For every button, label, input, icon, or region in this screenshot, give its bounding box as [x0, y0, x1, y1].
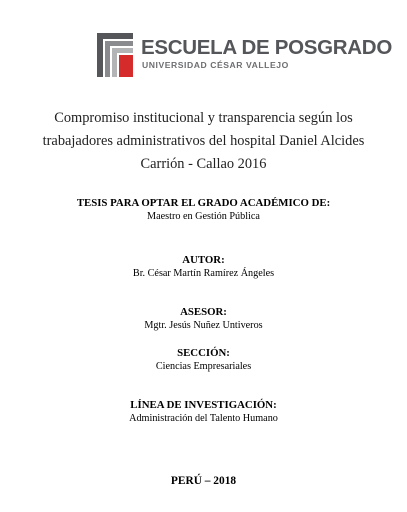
ucv-shield-logo-icon	[97, 33, 133, 77]
place-year: PERÚ – 2018	[170, 475, 237, 487]
thesis-title	[40, 107, 367, 176]
advisor-value: Mgtr. Jesús Nuñez Untiveros	[144, 320, 263, 331]
degree-block	[0, 196, 407, 224]
thesis-title-line: Compromiso institucional y transparencia según los	[54, 110, 353, 126]
advisor-block	[0, 305, 407, 333]
advisor-heading: ASESOR:	[180, 306, 227, 318]
research-line-block	[0, 398, 407, 426]
institution-name: ESCUELA DE POSGRADO	[141, 36, 392, 59]
degree-value: Maestro en Gestión Pública	[147, 211, 260, 222]
university-name: UNIVERSIDAD CÉSAR VALLEJO	[142, 60, 289, 70]
author-heading: AUTOR:	[182, 254, 225, 266]
section-heading: SECCIÓN:	[177, 347, 230, 359]
section-block	[0, 346, 407, 374]
institution-logo	[97, 33, 392, 79]
section-value: Ciencias Empresariales	[155, 361, 252, 372]
research-line-heading: LÍNEA DE INVESTIGACIÓN:	[130, 399, 277, 411]
author-block	[0, 253, 407, 281]
research-line-value: Administración del Talento Humano	[129, 413, 278, 424]
degree-heading: TESIS PARA OPTAR EL GRADO ACADÉMICO DE:	[76, 197, 331, 209]
author-value: Br. César Martín Ramírez Ángeles	[132, 268, 275, 279]
thesis-title-line: Carrión - Callao 2016	[140, 156, 267, 172]
thesis-title-line: trabajadores administrativos del hospital Daniel Alcides	[42, 133, 365, 149]
